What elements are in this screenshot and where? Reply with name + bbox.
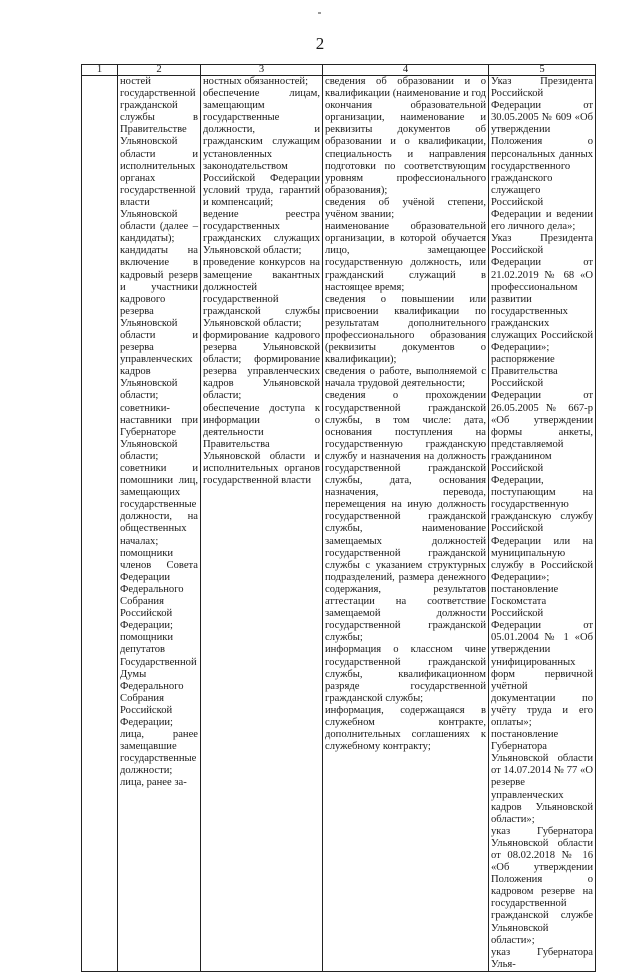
- cell-col1: [82, 76, 118, 972]
- purposes-text: ностных обязанностей; обеспечение лицам, замещающим государственные должности, и гражданским служащим установленных законодательством Российской Федерации условий труда, гарантий и компенсаций; ведение реестра государственных гражданских служащих Ульяновской области; проведение конкурсов на замещение вакантных должностей государственной гражданской службы Ульяновской области; формирование кадрового резерва Ульяновской области; формирование резерва управленческих кадров Ульяновской области; обеспечение доступа к информации о деятельности Правительства Ульяновской области и исполнительных органов государственной власти: [203, 76, 320, 487]
- column-number-2: 2: [118, 65, 201, 76]
- data-list-text: сведения об образовании и о квалификации (наименование и год окончания образовательной организации, наименование и реквизиты документов об образовании и о квалификации, специальность и направления подготовки по соответствующим уровням профессионального образования); сведения об учёной степени, учёном звании; наименование образовательной организации, в которой обучается лицо, замещающее государственную должность, или гражданский служащий в настоящее время; сведения о повышении или присвоении квалификации по результатам дополнительного профессионального образования (реквизиты документов о квалификации); сведения о работе, выполняемой с начала трудовой деятельности; сведения о прохождении государственной гражданской службы, в том числе: дата, основания поступления на государственную гражданскую службу и назначения на должность государственной гражданской службы, дата, основания назначения, перевода, перемещения на иную должность государственной гражданской службы, наименование замещаемых должностей государственной гражданской службы с указанием структурных подразделений, размера денежного содержания, результатов аттестации на соответствие замещаемой должности государственной гражданской службы; информация о классном чине государственной гражданской службы, квалификационном разряде государственной гражданской службы; информация, содержащаяся в служебном контракте, дополнительных соглашениях к служебному контракту;: [325, 76, 486, 753]
- cell-legal-basis: [489, 76, 596, 972]
- cell-subjects: [118, 76, 201, 972]
- column-number-3: 3: [201, 65, 323, 76]
- document-table: [81, 64, 596, 972]
- table-row: [82, 76, 596, 972]
- subjects-text: ностей государственной гражданской службы в Правительстве Ульяновской области и исполнительных органах государственной власти Ульяновской области (далее – кандидаты); кандидаты на включение в кадровый резерв и участники кадрового резерва Ульяновской области и резерва управленческих кадров Ульяновской области; советники-наставники при Губернаторе Ульяновской области; советники и помошники лиц, замещающих государственные должности, на общественных началах; помощники членов Совета Федерации Федерального Собрания Российской Федерации; помощники депутатов Государственной Думы Федерального Собрания Российской Федерации; лица, ранее замещавшие государственные должности; лица, ранее за-: [120, 76, 198, 789]
- column-number-5: 5: [489, 65, 596, 76]
- legal-basis-text: Указ Президента Российской Федерации от 30.05.2005 № 609 «Об утверждении Положения о персональных данных государственного гражданского служащего Российской Федерации и ведении его личного дела»; Указ Президента Российской Федерации от 21.02.2019 № 68 «О профессиональном развитии государственных гражданских служащих Российской Федерации»; распоряжение Правительства Российской Федерации от 26.05.2005 № 667-р «Об утверждении формы анкеты, представляемой гражданином Российской Федерации, поступающим на государственную гражданскую службу Российской Федерации или на муниципальную службу в Российской Федерации»; постановление Госкомстата Российской Федерации от 05.01.2004 № 1 «Об утверждении унифицированных форм первичной учётной документации по учёту труда и его оплаты»; постановление Губернатора Ульяновской области от 14.07.2014 № 77 «О резерве управленческих кадров Ульяновской области»; указ Губернатора Ульяновской области от 08.02.2018 № 16 «Об утверждении Положения о кадровом резерве на государственной гражданской службе Ульяновской области»; указ Губернатора Улья-: [491, 76, 593, 970]
- column-number-4: 4: [323, 65, 489, 76]
- page-number: 2: [315, 34, 325, 53]
- column-number-row: [82, 65, 596, 76]
- cell-data-list: [323, 76, 489, 972]
- cell-purposes: [201, 76, 323, 972]
- column-number-1: 1: [82, 65, 118, 76]
- scan-speck: [318, 12, 321, 14]
